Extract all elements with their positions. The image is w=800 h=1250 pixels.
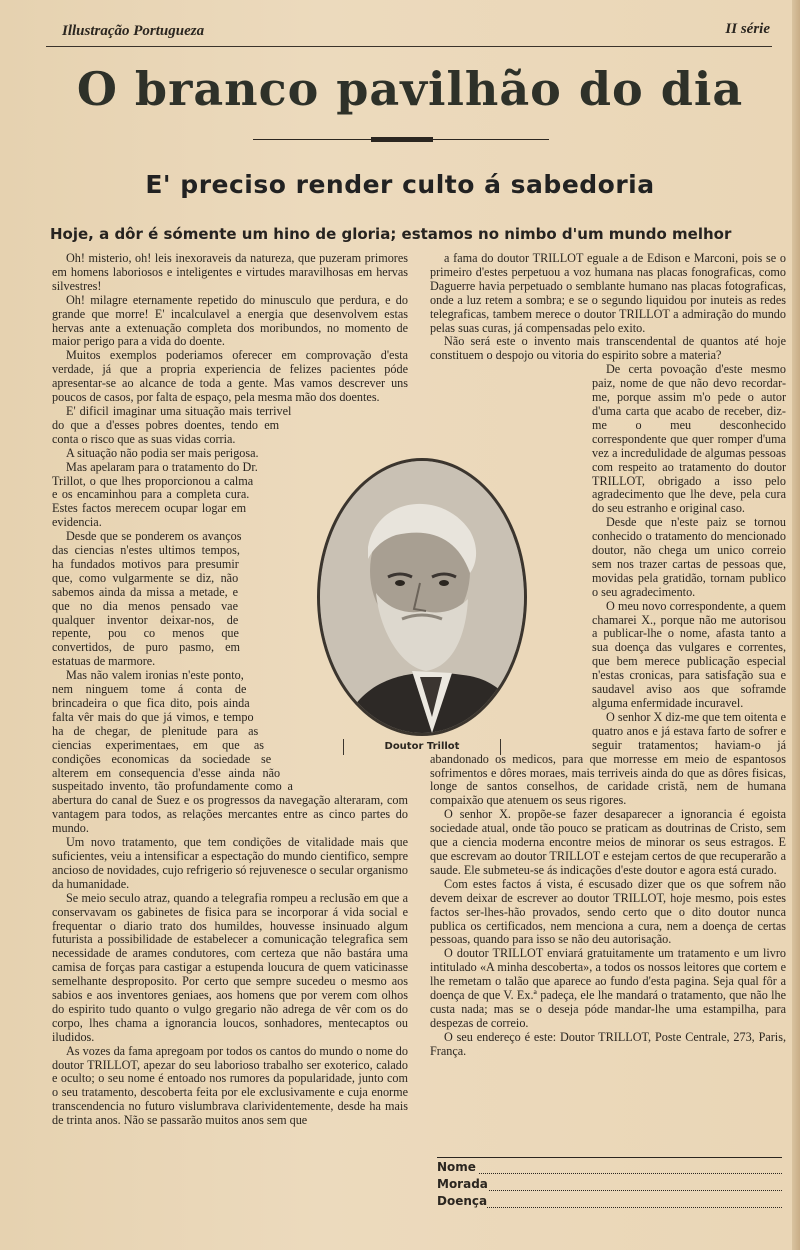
paragraph: Um novo tratamento, que tem condições de vitalidade mais que suficientes, veiu a intensificar a espectação do mundo cientifico, sempre ancioso de novidades, cujo refrigerio só rejuvenesce o secular organismo da humanidade.: [52, 835, 408, 891]
paragraph: Muitos exemplos poderiamos oferecer em comprovação d'esta verdade, já que a propria experiencia de felizes pacientes póde apresentar-se ao alcance de toda a gente. Mas vamos descrever uns poucos de casos, por falta de espaço, pela mesma mão dos doentes.: [52, 348, 408, 405]
title-divider: [253, 136, 549, 144]
coupon-form: [437, 1160, 782, 1211]
coupon-line-name[interactable]: [479, 1173, 782, 1174]
coupon-field-address[interactable]: [437, 1177, 782, 1194]
portrait-photo: [317, 458, 527, 736]
paragraph: De certa povoação d'este mesmo paiz, nome de que não devo recordar-me, porque assim m'o pede o autor d'uma carta que acabo de receber, diz-me o meu desconhecido correspondente que quer romper d'uma vez a incredulidade de algumas pessoas com respeito ao tratamento do doutor TRILLOT, obrigado a isso pelo agradecimento que lhe deve, pela cura do seu estranho e original caso.: [592, 362, 786, 516]
paragraph: Mas apelaram para o tratamento do Dr. Trillot, o que lhes proporcionou a calma e os encaminhou para a completa cura. Estes factos merecem ocupar logar em evidencia.: [52, 459, 258, 530]
article-title: O branco pavilhão do dia: [76, 62, 744, 116]
coupon-label-illness: Doença: [437, 1194, 488, 1208]
coupon-field-name[interactable]: [437, 1160, 782, 1177]
paragraph: A situação não podia ser mais perigosa.: [66, 445, 259, 460]
paragraph: Mas não valem ironias n'este ponto, nem ninguem tome á conta de brincadeira o que fica dito, pois ainda falta vêr mais do que já vimos, e tempo ha de chegar, de plenitude para as ciencias experimentaes, em que as condições economicas da sociedade se alterem em consequencia d'esse ainda não suspeitado invento, tão profundamente como a abertura do canal de Suez e os progressos da navegação alteraram, com vantagem para todos, as relações mercantes entre as cinco partes do mundo.: [52, 668, 408, 836]
paragraph: Oh! milagre eternamente repetido do minusculo que perdura, e do grande que morre! E' incalculavel a energia que desenvolvem estas hervas ante a extenuação completa dos moribundos, no momento de maior perigo para a vida do doente.: [52, 292, 408, 349]
coupon-field-illness[interactable]: [437, 1194, 782, 1211]
paragraph: Oh! misterio, oh! leis inexoraveis da natureza, que puzeram primores em homens laboriosos e inteligentes e virtudes maravilhosas em hervas silvestres!: [52, 251, 408, 293]
paragraph: Desde que n'este paiz se tornou conhecido o tratamento do mencionado doutor, não chega um unico correio sem nos trazer cartas de pessoas que, movidas pela gratidão, tornam publico o seu agradecimento.: [592, 515, 786, 599]
portrait-caption: Doutor Trillot: [343, 739, 501, 755]
paragraph: Com estes factos á vista, é escusado dizer que os que sofrem não devem deixar de escrever ao doutor TRILLOT, hoje mesmo, pois estes factos ser-lhes-hão provados, sendo certo que o dito doutor nunca publica os certificados, nem menciona a cura, nem a doença de certas pessoas, quando para isso se não deu autorisação.: [430, 876, 786, 947]
paragraph: O senhor X diz-me que tem oitenta e quatro anos e já estava farto de sofrer e seguir tratamentos; haviam-o já abandonado os medicos, para que morresse em meio de espantosos sofrimentos e dôres moraes, mais terriveis ainda do que as dôres fisicas, longe de santos conselhos, de caridade cristã, nem de humana compaixão que atenuem os seus rigores.: [430, 709, 786, 808]
bearded-man-illustration: [320, 461, 524, 733]
coupon-line-illness[interactable]: [487, 1207, 782, 1208]
paragraph: O seu endereço é este: Doutor TRILLOT, Poste Centrale, 273, Paris, França.: [430, 1029, 786, 1058]
divider-thick-bar: [371, 137, 433, 142]
paragraph: O meu novo correspondente, a quem chamarei X., porque não me autorisou a publicar-lhe o nome, afasta tanto a sua doença das vulgares e correntes, que bem merece publicação especial n'estas cronicas, para satisfação sua e saudavel aviso aos que soframde alguma enfermidade incuravel.: [592, 598, 786, 710]
portrait-figure: [315, 456, 527, 766]
paragraph: Se meio seculo atraz, quando a telegrafia rompeu a reclusão em que a conservavam os gabinetes de fisica para se incorporar á vida social e frequentar o diario trato dos humildes, houvesse insinuado algum futurista a possibilidade de estabelecer a comunicação telegrafica sem necessidade de arames condutores, com certeza que não bastára uma camisa de forças para castigar a estupenda loucura de quem vaticinasse semelhante desproposito. Por certo que sempre sucedeu o mesmo aos sabios e aos inventores geniaes, aos homens que por verem com olhos do espirito tudo quanto o vulgo gregario não adrega de vêr com os do corpo, lhes chama a ignorancia loucos, sonhadores, mentecaptos ou iludidos.: [52, 890, 408, 1044]
coupon-top-rule: [437, 1157, 782, 1158]
coupon-line-address[interactable]: [489, 1190, 782, 1191]
paragraph: As vozes da fama apregoam por todos os cantos do mundo o nome do doutor TRILLOT, apezar do seu laborioso trabalho ser exoterico, calado e oculto; o seu nome é entoado nos rumores da popularidade, junto com o seu tratamento, descoberta feita por ele exclusivamente e cuja enorme transcendencia no futuro vislumbrava clarividentemente, desde ha mais de trinta anos. Não se passarão muitos anos sem que: [52, 1043, 408, 1128]
paragraph: Desde que se ponderem os avanços das ciencias n'estes ultimos tempos, ha fundados motivos para presumir que, como vulgarmente se diz, não sabemos ainda da missa a metade, e que no dia menos pensado vae qualquer inventor deixar-nos, de repente, pou co menos que convertidos, de puro pasmo, em estatuas de marmore.: [52, 529, 242, 669]
paragraph: Não será este o invento mais transcendental de quantos até hoje constituem o despojo ou vitoria do espirito sobre a materia?: [430, 334, 786, 363]
page-header: [46, 18, 772, 47]
article-subtitle: E' preciso render culto á sabedoria: [145, 170, 655, 199]
paragraph: a fama do doutor TRILLOT eguale a de Edison e Marconi, pois se o primeiro d'estes perpetuou a voz humana nas placas fonograficas, como Daguerre havia perpetuado o semblante humano nas placas fotograficas, onde a luz retem a sombra; e se o segundo liquidou por inuteis as redes telegraficas, tambem merece o doutor TRILLOT a admiração do mundo pelas suas curas, já compensadas pelo exito.: [430, 251, 786, 335]
paragraph: O doutor TRILLOT enviará gratuitamente um tratamento e um livro intitulado «A minha descoberta», a todos os nossos leitores que cortem e lhe remetam o talão que aparece ao fundo d'esta pagina. Seja qual fôr a doença de que V. Ex.ª padeça, ele lhe mandará o tratamento, que não lhe custa nada; mas se o deseja póde mandar-lhe uma estampilha, para despezas de correio.: [430, 946, 786, 1030]
magazine-name: Illustração Portugueza: [62, 23, 205, 39]
coupon-label-name: Nome: [437, 1160, 476, 1174]
page-edge: [792, 0, 800, 1250]
series-label: II série: [725, 21, 770, 37]
article-deck: Hoje, a dôr é sómente um hino de gloria; estamos no nimbo d'um mundo melhor: [50, 225, 732, 243]
paragraph: E' dificil imaginar uma situação mais terrivel do que a d'esses pobres doentes, tendo em conta o risco que as suas vidas corria.: [52, 403, 292, 446]
coupon-label-address: Morada: [437, 1177, 488, 1191]
paragraph: O senhor X. propõe-se fazer desaparecer a ignorancia é egoista sociedade atual, onde tão pouco se praticam as doutrinas de Cristo, sem que a ciencia moderna encontre meios de minorar os seus estragos. E que escrevam ao doutor TRILLOT e estejam certos de que recuperarão a saude. Ele submeteu-se ás indicações d'este doutor e agora está curado.: [430, 807, 786, 877]
